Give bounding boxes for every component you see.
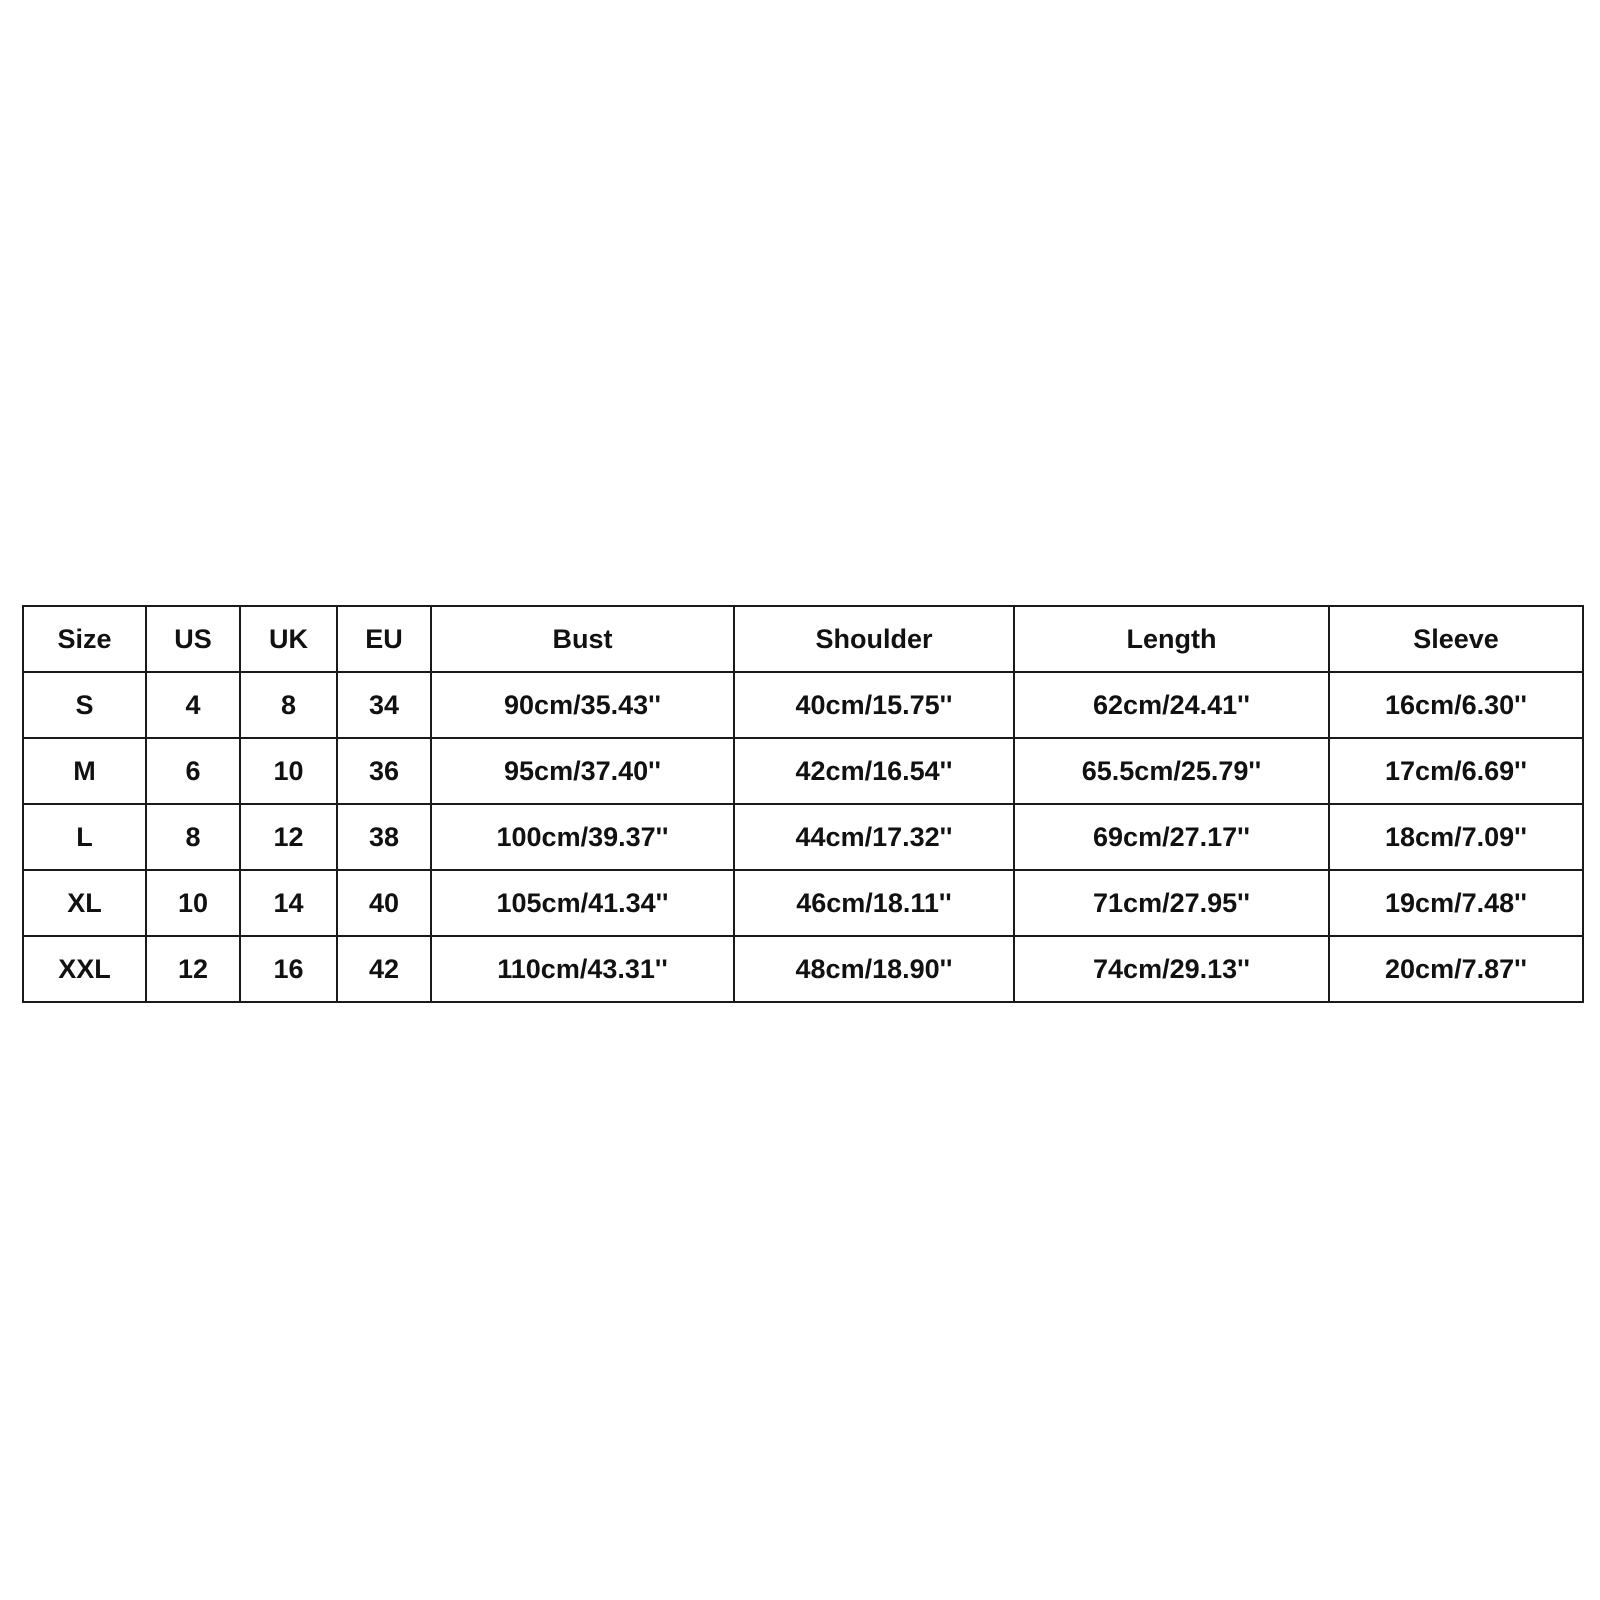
size-chart-table	[22, 605, 1584, 1003]
cell-uk: 16	[240, 936, 337, 1002]
cell-length: 71cm/27.95''	[1014, 870, 1329, 936]
cell-bust: 95cm/37.40''	[431, 738, 734, 804]
cell-length: 65.5cm/25.79''	[1014, 738, 1329, 804]
header-size: Size	[23, 606, 146, 672]
header-shoulder: Shoulder	[734, 606, 1014, 672]
cell-shoulder: 48cm/18.90''	[734, 936, 1014, 1002]
cell-uk: 10	[240, 738, 337, 804]
cell-bust: 110cm/43.31''	[431, 936, 734, 1002]
header-eu: EU	[337, 606, 431, 672]
cell-sleeve: 16cm/6.30''	[1329, 672, 1583, 738]
cell-eu: 42	[337, 936, 431, 1002]
header-bust: Bust	[431, 606, 734, 672]
cell-uk: 12	[240, 804, 337, 870]
cell-eu: 38	[337, 804, 431, 870]
cell-shoulder: 42cm/16.54''	[734, 738, 1014, 804]
cell-uk: 14	[240, 870, 337, 936]
cell-shoulder: 46cm/18.11''	[734, 870, 1014, 936]
header-uk: UK	[240, 606, 337, 672]
cell-size: XXL	[23, 936, 146, 1002]
cell-us: 4	[146, 672, 240, 738]
cell-sleeve: 18cm/7.09''	[1329, 804, 1583, 870]
cell-us: 6	[146, 738, 240, 804]
cell-size: L	[23, 804, 146, 870]
table-row	[23, 672, 1583, 738]
cell-bust: 90cm/35.43''	[431, 672, 734, 738]
cell-shoulder: 40cm/15.75''	[734, 672, 1014, 738]
cell-length: 69cm/27.17''	[1014, 804, 1329, 870]
table-row	[23, 936, 1583, 1002]
cell-sleeve: 20cm/7.87''	[1329, 936, 1583, 1002]
cell-shoulder: 44cm/17.32''	[734, 804, 1014, 870]
cell-length: 74cm/29.13''	[1014, 936, 1329, 1002]
cell-size: XL	[23, 870, 146, 936]
cell-sleeve: 17cm/6.69''	[1329, 738, 1583, 804]
cell-uk: 8	[240, 672, 337, 738]
table-row	[23, 738, 1583, 804]
cell-bust: 105cm/41.34''	[431, 870, 734, 936]
cell-bust: 100cm/39.37''	[431, 804, 734, 870]
cell-us: 12	[146, 936, 240, 1002]
header-sleeve: Sleeve	[1329, 606, 1583, 672]
header-row	[23, 606, 1583, 672]
cell-us: 8	[146, 804, 240, 870]
cell-sleeve: 19cm/7.48''	[1329, 870, 1583, 936]
header-us: US	[146, 606, 240, 672]
header-length: Length	[1014, 606, 1329, 672]
table-row	[23, 804, 1583, 870]
cell-eu: 36	[337, 738, 431, 804]
cell-size: M	[23, 738, 146, 804]
cell-size: S	[23, 672, 146, 738]
cell-us: 10	[146, 870, 240, 936]
cell-eu: 40	[337, 870, 431, 936]
cell-eu: 34	[337, 672, 431, 738]
cell-length: 62cm/24.41''	[1014, 672, 1329, 738]
table-row	[23, 870, 1583, 936]
